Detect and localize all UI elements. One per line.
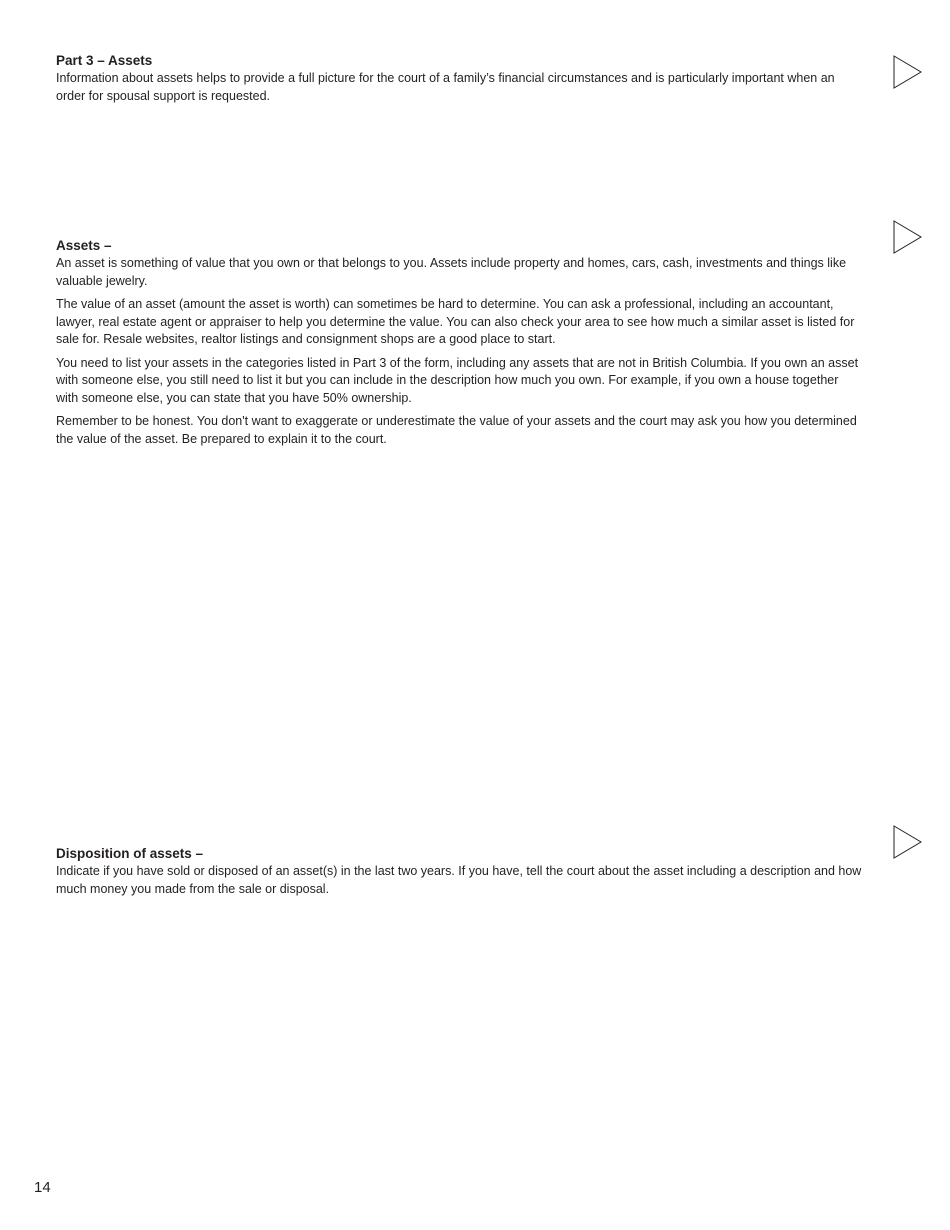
paragraph: An asset is something of value that you own or that belongs to you. Assets include property and homes, cars, cash, investments and things like valuable jewelry. (56, 256, 847, 288)
play-arrow-icon (893, 55, 923, 89)
paragraph: You need to list your assets in the categories listed in Part 3 of the form, including any assets that are not in British Columbia. If you own an asset with someone else, you still need to list it but you can include in the description how much you own. For example, if you own a house together with someone else, you can state that you have 50% ownership. (56, 355, 859, 405)
page-number: 14 (34, 1179, 51, 1196)
paragraph: Remember to be honest. You don't want to exaggerate or underestimate the value of your assets and the court may ask you how you determined the value of the asset. Be prepared to explain it to the court. (56, 414, 857, 446)
paragraph: Information about assets helps to provide a full picture for the court of a family’s financial circumstances and is particularly important when an order for spousal support is requested. (56, 71, 835, 103)
paragraph: Indicate if you have sold or disposed of an asset(s) in the last two years. If you have, tell the court about the asset including a description and how much money you made from the sale or disposal. (56, 864, 862, 896)
section-part3-assets (56, 52, 864, 111)
section-heading: Part 3 – Assets (56, 53, 153, 68)
section-disposition-of-assets (56, 845, 864, 904)
section-heading: Assets – (56, 238, 112, 253)
play-arrow-icon (893, 220, 923, 254)
play-arrow-icon (893, 825, 923, 859)
paragraph: The value of an asset (amount the asset is worth) can sometimes be hard to determine. You can ask a professional, including an accountant, lawyer, real estate agent or appraiser to help you determine the value. You can also check your area to see how much a similar asset is listed for sale for. Resale websites, realtor listings and consignment shops are a good place to start. (56, 297, 855, 346)
section-assets (56, 237, 864, 454)
section-heading: Disposition of assets – (56, 846, 204, 861)
